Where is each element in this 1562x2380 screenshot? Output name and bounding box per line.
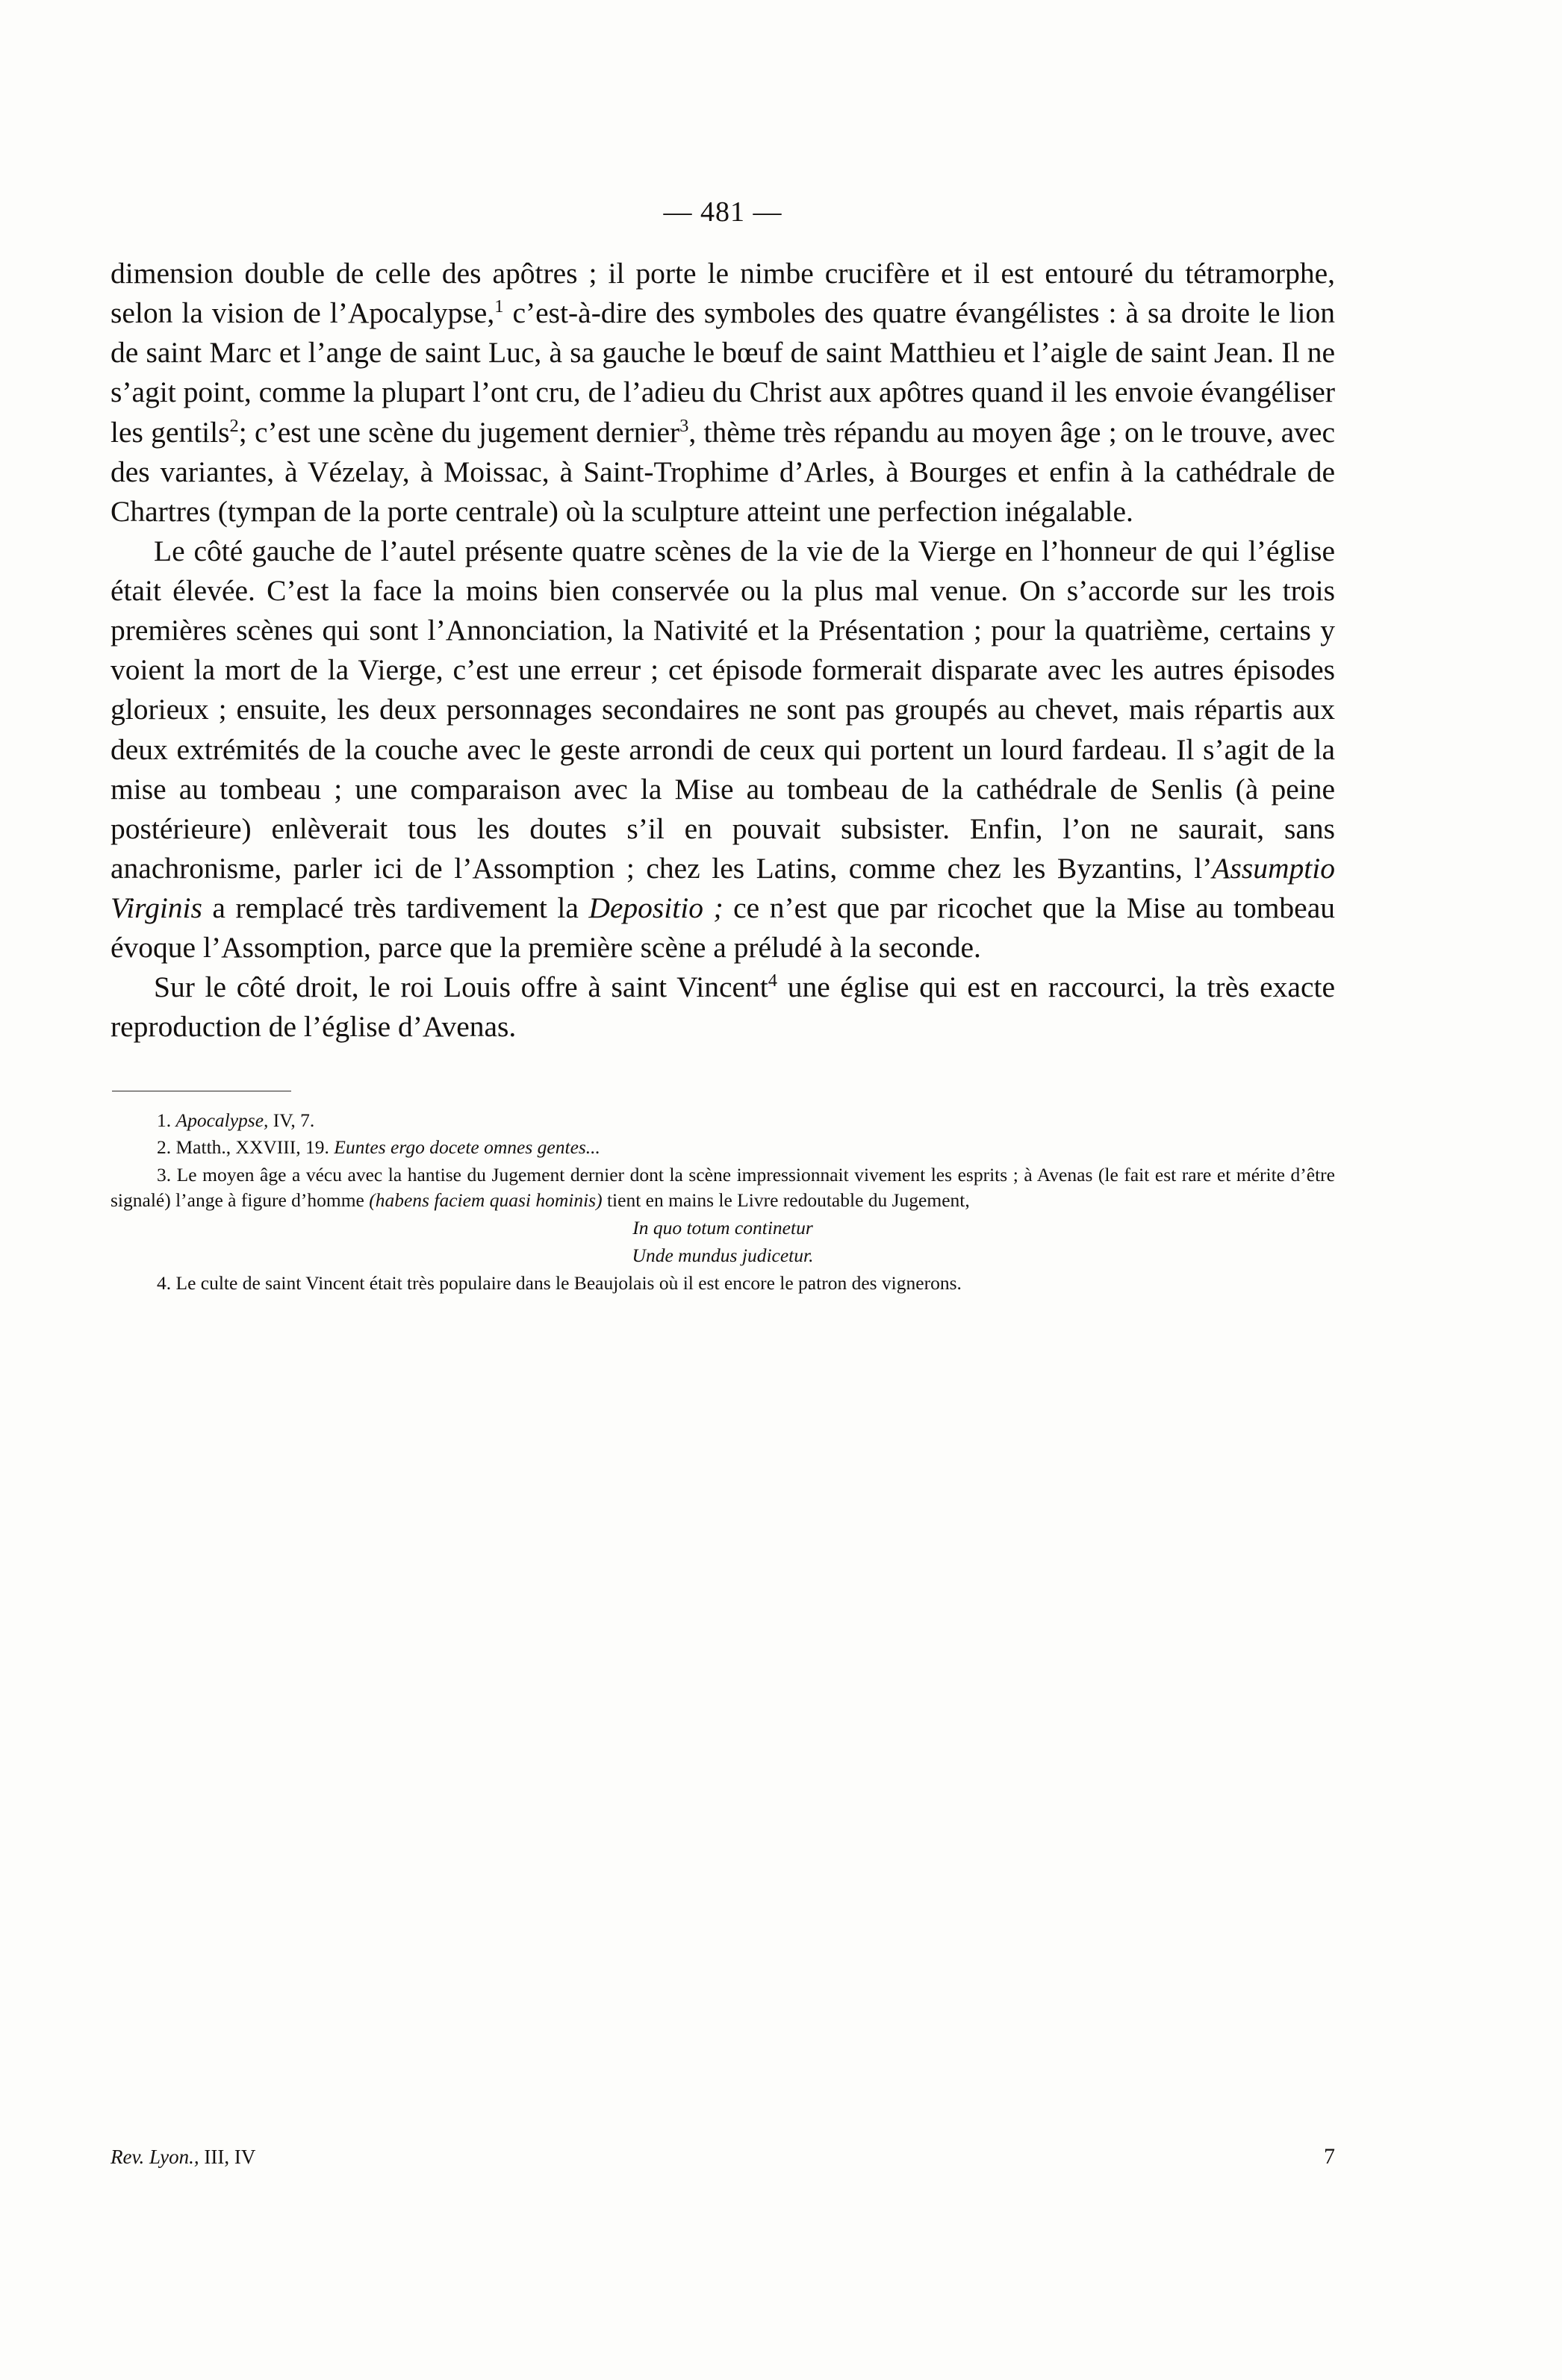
- footnote-ref-2: 2: [229, 415, 239, 436]
- paragraph-1: [111, 254, 1335, 532]
- footnote-2-number: 2.: [157, 1136, 172, 1159]
- footnote-ref-3: 3: [679, 415, 689, 436]
- footnote-1-text: IV, 7.: [268, 1109, 315, 1131]
- footer-journal-reference: [111, 2146, 255, 2169]
- paragraph-2-part-1: Le côté gauche de l’autel présente quatre scènes de la vie de la Vierge en l’honneur de qui l’église était élevée. C’est la face la moins bien conservée ou la plus mal venue. On s’accorde sur les trois premières scènes qui sont l’Annonciation, la Nativité et la Présentation ; pour la quatrième, certains y voient la mort de la Vierge, c’est une erreur ; cet épisode formerait disparate avec les autres épisodes glorieux ; ensuite, les deux personnages secondaires ne sont pas groupés au chevet, mais répartis aux deux extrémités de la couche avec le geste arrondi de ceux qui portent un lourd fardeau. Il s’agit de la mise au tombeau ; une comparaison avec la Mise au tombeau de la cathédrale de Senlis (à peine postérieure) enlèverait tous les doutes s’il en pouvait subsister. Enfin, l’on ne saurait, sans anachronisme, parler ici de l’Assomption ; chez les Latins, comme chez les Byzantins, l’: [111, 534, 1335, 885]
- footnote-verse-line-2: Unde mundus judicetur.: [632, 1244, 814, 1266]
- footnote-3-text-2: tient en mains le Livre redoutable du Jugement,: [602, 1189, 970, 1211]
- footnote-4-number: 4.: [157, 1271, 172, 1294]
- paragraph-1-part-2: c’est-à-dire des symboles des quatre évangélistes : à sa droite le lion de saint Marc et l’ange de saint Luc, à sa gauche le bœuf de saint Matthieu et l’aigle de saint Jean. Il ne s’agit point, comme la plupart l’ont cru, de l’adieu du Christ aux apôtres quand il les envoie évangéliser les gentils: [111, 296, 1335, 449]
- footnote-3: [111, 1162, 1335, 1213]
- footnote-2-text: Matth., XXVIII, 19.: [175, 1136, 335, 1159]
- footnote-3-italic: (habens faciem quasi hominis): [369, 1189, 603, 1211]
- footnote-verse-line-1: In quo totum continetur: [632, 1216, 813, 1239]
- body-text: [111, 254, 1335, 1047]
- footnote-1-number: 1.: [157, 1109, 172, 1131]
- page-footer: [111, 2144, 1335, 2169]
- paragraph-2-part-2: a remplacé très tardivement la: [202, 891, 589, 924]
- page-content: [111, 0, 1335, 1298]
- footnote-3-text: Le moyen âge a vécu avec la hantise du Jugement dernier dont la scène impressionnait vivement les esprits ; à Avenas (le fait est rare et mérite d’être signalé) l’ange à figure d’homme: [111, 1164, 1335, 1211]
- page-number-header: — 481 —: [663, 196, 782, 228]
- footnote-4: [111, 1271, 1335, 1296]
- paragraph-3-part-2: une église qui est en raccourci, la très exacte reproduction de l’église d’Avenas.: [111, 971, 1335, 1044]
- footnote-1: [111, 1108, 1335, 1133]
- paragraph-2-part-3: ce n’est que par ricochet que la Mise au tombeau évoque l’Assomption, parce que la première scène a préludé à la seconde.: [111, 891, 1335, 965]
- footnote-4-text: Le culte de saint Vincent était très populaire dans le Beaujolais où il est encore le patron des vignerons.: [175, 1271, 962, 1294]
- footnotes-block: [111, 1108, 1335, 1296]
- footnote-2-italic: Euntes ergo docete omnes gentes...: [334, 1136, 600, 1159]
- footnote-1-italic: Apocalypse,: [175, 1109, 269, 1131]
- footer-signature-number: 7: [1324, 2144, 1335, 2169]
- paragraph-1-part-4: , thème très répandu au moyen âge ; on le trouve, avec des variantes, à Vézelay, à Moissac, à Saint-Trophime d’Arles, à Bourges et enfin à la cathédrale de Chartres (tympan de la porte centrale) où la sculpture atteint une perfection inégalable.: [111, 415, 1335, 528]
- footnote-2: [111, 1135, 1335, 1160]
- paragraph-3-part-1: Sur le côté droit, le roi Louis offre à saint Vincent: [154, 971, 768, 1004]
- paragraph-1-part-3: ; c’est une scène du jugement dernier: [238, 415, 680, 449]
- footnote-ref-1: 1: [494, 296, 504, 317]
- footnote-ref-4: 4: [768, 971, 778, 991]
- paragraph-3: [111, 968, 1335, 1047]
- paragraph-2: [111, 532, 1335, 968]
- footer-volume: III, IV: [199, 2146, 256, 2168]
- paragraph-1-part-1: dimension double de celle des apôtres ; il porte le nimbe crucifère et il est entouré du tétramorphe, selon la vision de l’Apocalypse,: [111, 257, 1335, 330]
- paragraph-2-italic-1: Assumptio Virginis: [111, 851, 1335, 924]
- paragraph-2-italic-2: Depositio ;: [588, 891, 724, 924]
- footer-journal-title: Rev. Lyon.,: [111, 2146, 199, 2168]
- footnote-3-number: 3.: [157, 1164, 172, 1186]
